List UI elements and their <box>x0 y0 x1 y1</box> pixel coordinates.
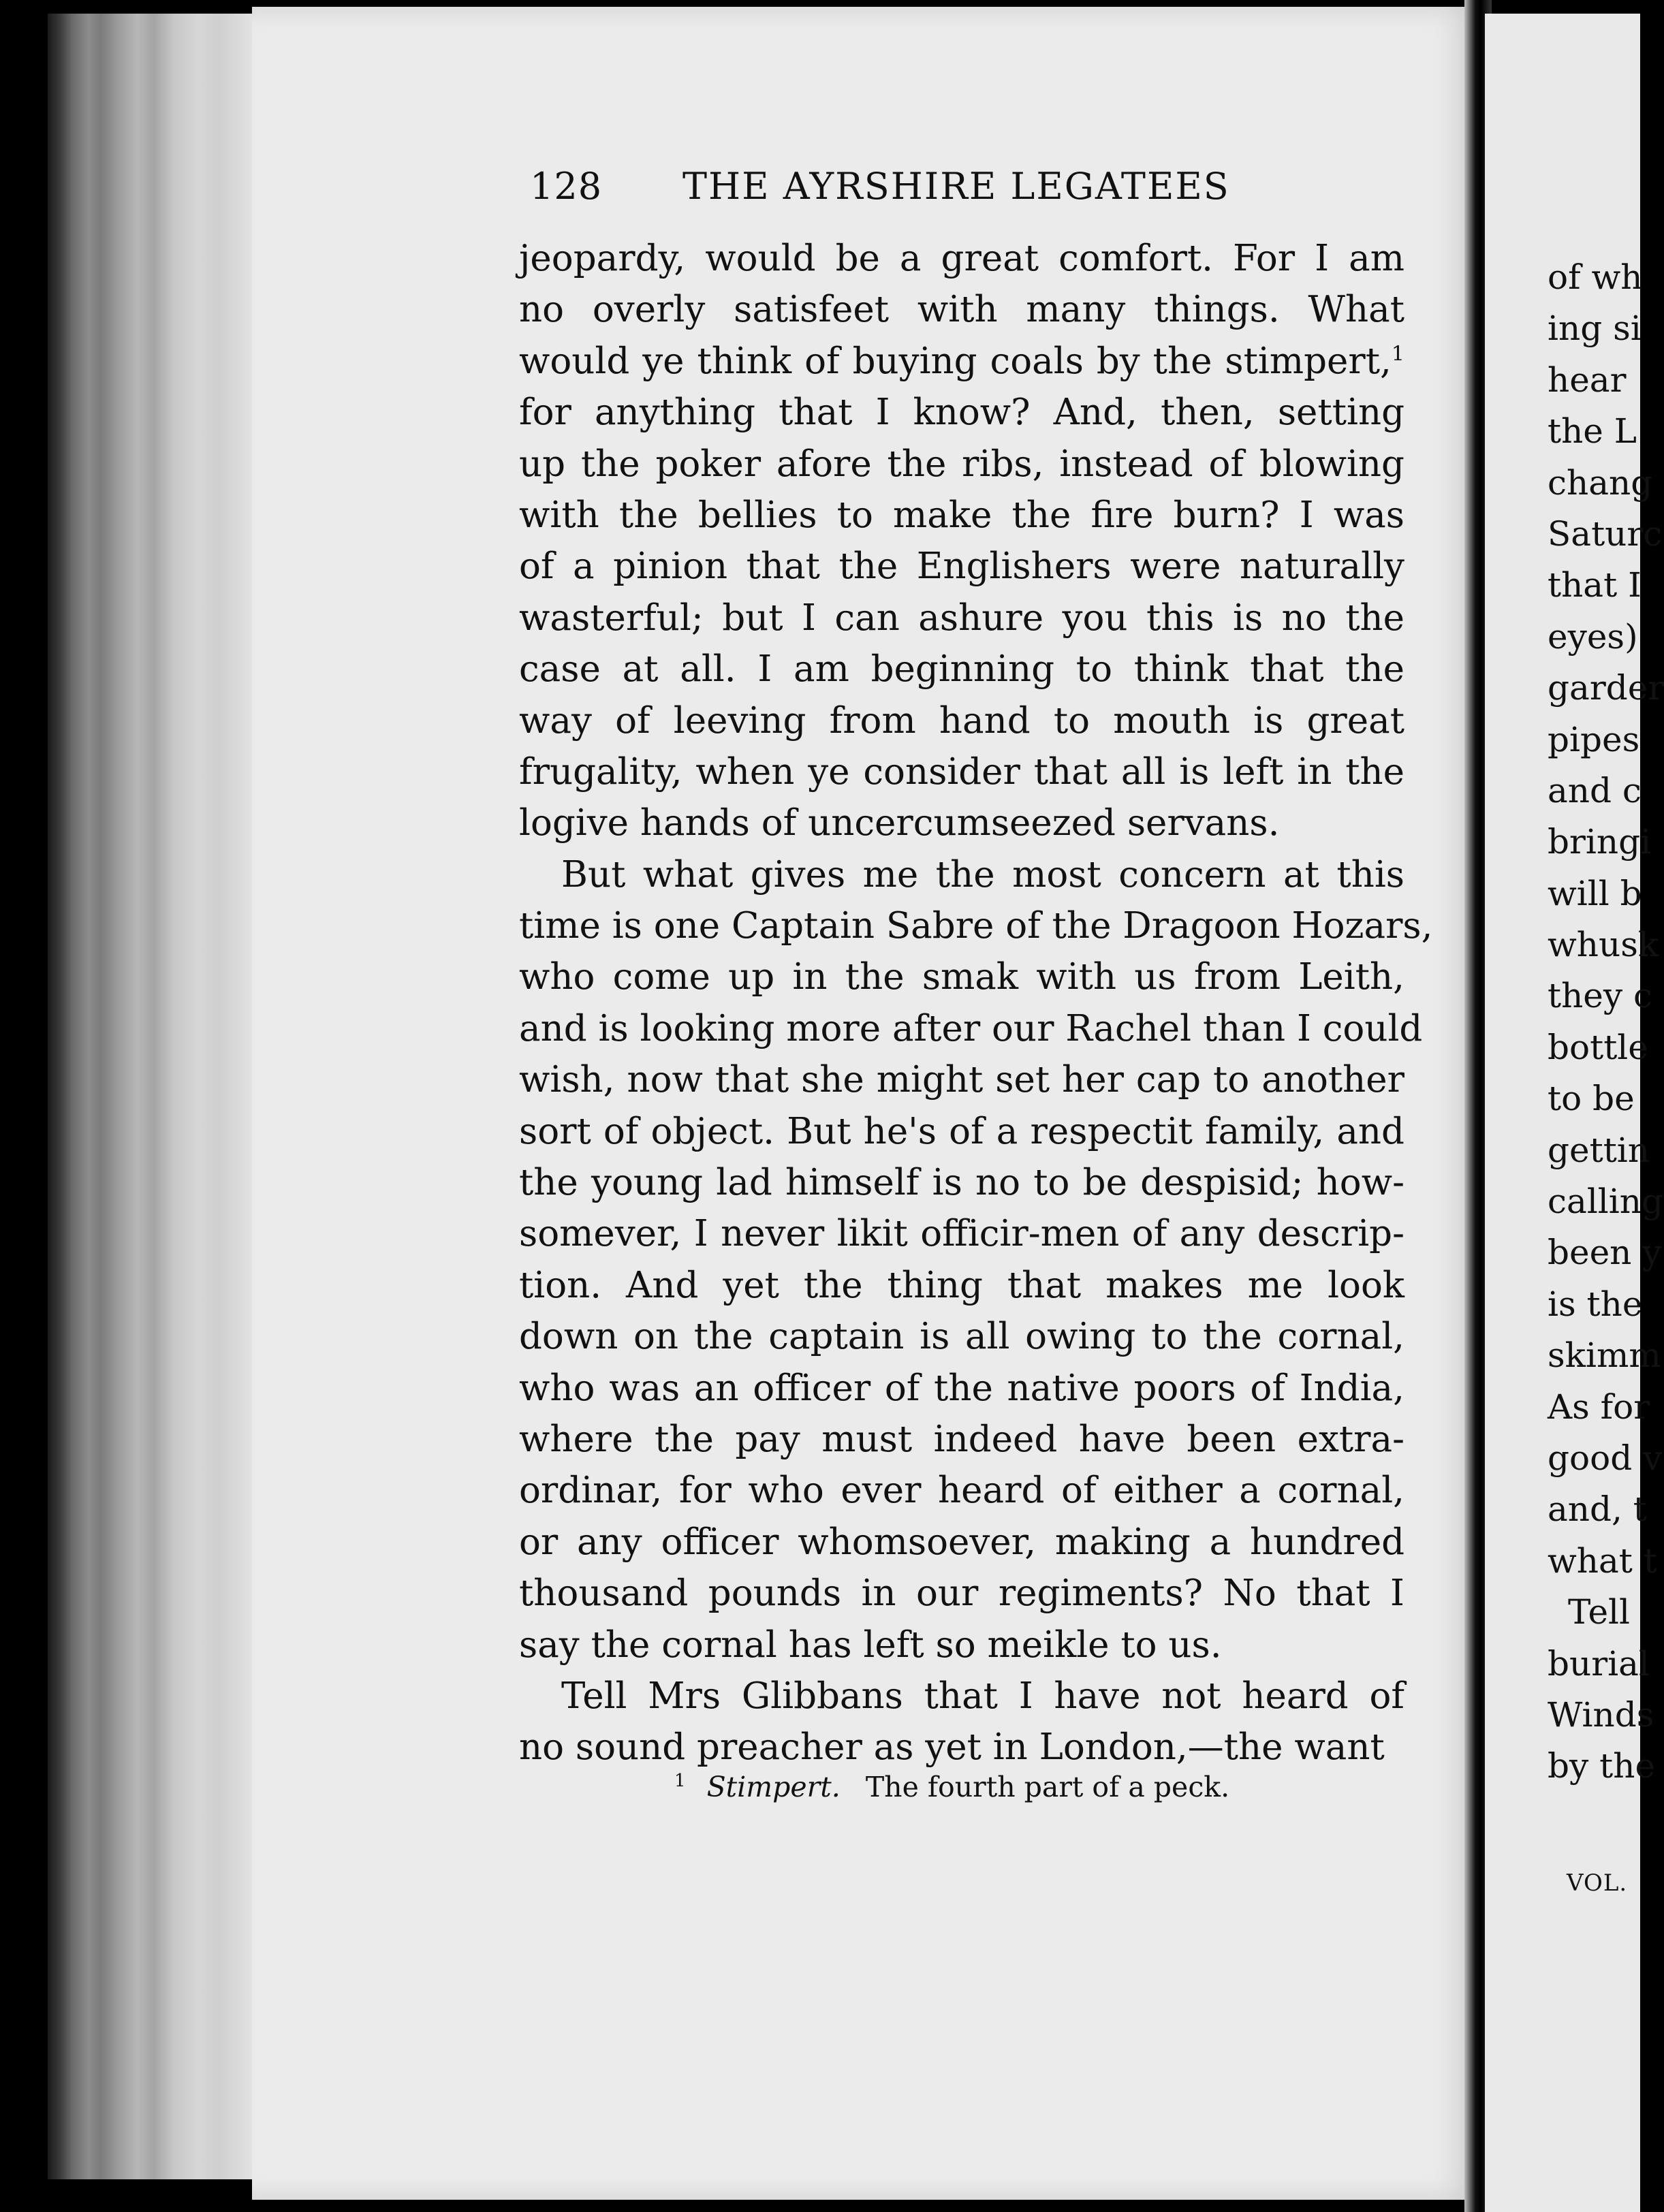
right-page-line: what t <box>1548 1540 1657 1581</box>
text-line: wasterful; but I can ashure you this is no the <box>519 597 1404 639</box>
right-page-line: they c <box>1548 976 1653 1016</box>
text-line: way of leeving from hand to mouth is great <box>519 699 1404 742</box>
right-page-line: the L <box>1548 411 1637 452</box>
right-page-line: skimm <box>1548 1336 1661 1376</box>
right-page-line: that I <box>1548 565 1642 605</box>
text-line: who was an officer of the native poors of India, <box>519 1367 1404 1409</box>
text-line: Tell Mrs Glibbans that I have not heard of <box>561 1675 1404 1717</box>
right-page-line: been y <box>1548 1233 1662 1273</box>
right-page-line: calling <box>1548 1182 1663 1222</box>
right-page-line: chang <box>1548 462 1653 503</box>
right-page-line: by the <box>1548 1746 1656 1786</box>
text-line: up the poker afore the ribs, instead of blowing <box>519 443 1404 485</box>
text-line: no sound preacher as yet in London,—the want <box>519 1726 1385 1769</box>
text-line: time is one Captain Sabre of the Dragoon Hozars, <box>519 905 1433 947</box>
right-page-line: and c <box>1548 770 1642 810</box>
text-line: ordinar, for who ever heard of either a cornal, <box>519 1470 1404 1512</box>
right-page-line: of wh <box>1548 257 1643 297</box>
text-line: sort of object. But he's of a respectit family, and <box>519 1110 1404 1152</box>
page-edge-stack <box>48 14 252 2179</box>
right-page-line: good v <box>1548 1438 1663 1478</box>
right-page-line: pipes <box>1548 719 1640 759</box>
text-line: jeopardy, would be a great comfort. For I am <box>519 238 1404 279</box>
right-page-line: hear <box>1548 360 1627 400</box>
right-page-line: gettin <box>1548 1130 1650 1170</box>
right-page-line: will b <box>1548 873 1642 913</box>
text-line: and is looking more after our Rachel than I could <box>519 1007 1423 1049</box>
right-page-line: Saturc <box>1548 514 1663 554</box>
right-page-line: ing si <box>1548 309 1642 349</box>
text-line: frugality, when ye consider that all is left in the <box>519 750 1404 793</box>
footnote-text: The fourth part of a peck. <box>865 1771 1230 1803</box>
running-header <box>530 165 1279 219</box>
text-line: no overly satisfeet with many things. What <box>519 289 1404 331</box>
text-line: tion. And yet the thing that makes me look <box>519 1264 1404 1306</box>
text-line: say the cornal has left so meikle to us. <box>519 1624 1222 1666</box>
right-page-line: Winds <box>1548 1694 1654 1735</box>
running-title: THE AYRSHIRE LEGATEES <box>682 165 1230 208</box>
text-line: where the pay must indeed have been extra- <box>519 1418 1404 1460</box>
right-page-line: to be <box>1548 1079 1635 1119</box>
right-page-line: bottle <box>1548 1027 1648 1067</box>
footnote-mark: 1 <box>674 1771 686 1792</box>
footnote-term: Stimpert. <box>706 1771 841 1803</box>
right-page-line: Tell <box>1568 1592 1631 1632</box>
right-page-line: burial <box>1548 1643 1650 1684</box>
right-page-footer: VOL. <box>1567 1869 1628 1897</box>
right-page-line: and, t <box>1548 1489 1647 1530</box>
text-line: wish, now that she might set her cap to another <box>519 1059 1404 1101</box>
text-line: down on the captain is all owing to the cornal, <box>519 1316 1404 1358</box>
text-line: thousand pounds in our regiments? No that I <box>519 1573 1404 1615</box>
right-page-line: is the <box>1548 1284 1643 1324</box>
right-page-line: eyes) <box>1548 616 1638 657</box>
footnote <box>674 1771 1287 1803</box>
text-line: the young lad himself is no to be despisid; how- <box>519 1162 1404 1204</box>
text-line: case at all. I am beginning to think that the <box>519 648 1404 691</box>
text-line: somever, I never likit officir-men of any descrip- <box>519 1213 1404 1255</box>
text-line: for anything that I know? And, then, setting <box>519 392 1404 434</box>
body-text <box>519 233 1433 1773</box>
text-line: or any officer whomsoever, making a hundred <box>519 1521 1404 1563</box>
text-line: with the bellies to make the fire burn? I was <box>519 494 1404 536</box>
text-line: But what gives me the most concern at this <box>561 853 1404 896</box>
right-page-line: whusk <box>1548 925 1659 965</box>
right-page-line: bringi <box>1548 822 1652 862</box>
text-line: would ye think of buying coals by the stimpert,$^1$ <box>519 340 1404 382</box>
right-page-line: As for <box>1548 1387 1650 1427</box>
text-line: who come up in the smak with us from Leith, <box>519 956 1404 998</box>
right-page-line: garder <box>1548 668 1664 708</box>
footnote-reference: 1 <box>1391 342 1404 366</box>
text-line: logive hands of uncercumseezed servans. <box>519 802 1280 844</box>
text-line: of a pinion that the Englishers were naturally <box>519 546 1404 588</box>
right-page-text <box>1548 252 1664 1792</box>
page-number: 128 <box>530 165 603 208</box>
